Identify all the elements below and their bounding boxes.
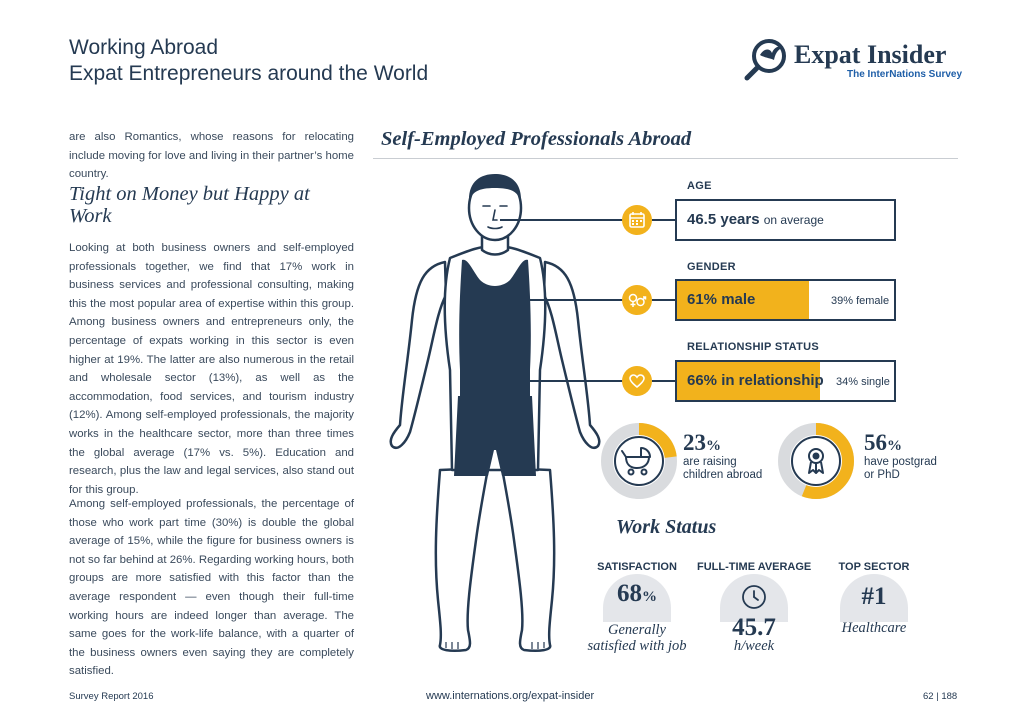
relationship-connector-line — [500, 380, 624, 382]
children-caption-line2: children abroad — [683, 469, 763, 481]
logo-name: Expat Insider — [794, 40, 947, 69]
article-paragraph-2: Among self-employed professionals, the percentage of those who work part time (30%) is double the global average of 15%, while the figure for business owners is not so far behind at 26%. Regarding working hours, both groups are more satisfied with this factor than the average respondent — even though their full-time working hours are indeed longer than average. The same goes for the work-life balance, with a quarter of the business owners even saying they are completely satisfied. — [69, 498, 354, 678]
page-title — [69, 35, 428, 87]
heart-icon — [622, 366, 652, 396]
age-label: AGE — [687, 180, 712, 192]
postgrad-percent-number: 56 — [864, 430, 887, 455]
children-percent-sign: % — [706, 438, 721, 454]
age-suffix: on average — [763, 213, 824, 227]
top-sector-name: Healthcare — [841, 620, 907, 636]
gender-icon — [622, 285, 652, 315]
calendar-icon — [622, 205, 652, 235]
relationship-label: RELATIONSHIP STATUS — [687, 341, 820, 353]
postgrad-caption — [864, 456, 937, 482]
age-connector-line-right — [652, 219, 675, 221]
postgrad-caption-line1: have postgrad — [864, 456, 937, 468]
relationship-stat-box — [675, 360, 896, 402]
article-intro: are also Romantics, whose reasons for relocating include moving for love and living in their partner’s home country. — [69, 131, 354, 181]
section-heading: Tight on Money but Happy at Work — [69, 183, 310, 227]
gender-connector-line — [500, 299, 624, 301]
infographic-divider — [373, 158, 958, 159]
footer-page-number: 62 | 188 — [923, 691, 958, 702]
page-title-line2: Expat Entrepreneurs around the World — [69, 62, 429, 85]
gender-side: 39% female — [831, 295, 890, 307]
fulltime-label: FULL-TIME AVERAGE — [697, 561, 812, 573]
children-percent-number: 23 — [683, 430, 706, 455]
relationship-icon-badge — [622, 366, 652, 396]
person-figure-illustration — [380, 170, 610, 660]
logo-tagline: The InterNations Survey — [847, 69, 963, 80]
relationship-side: 34% single — [836, 376, 890, 388]
age-stat-box — [675, 199, 896, 241]
children-caption-line1: are raising — [683, 456, 737, 468]
article-paragraph-1: Looking at both business owners and self-employed professionals together, we find that 17% work in business services and professional consulting, making this the most popular area of expertise within this group. Among business owners and entrepreneurs only, the percentage of expats working in this sector is even higher at 19%. The latter are also numerous in the retail and wholesale sector (13%), as well as the accommodation, food services, and tourism industry (12%). Among self-employed professionals, the majority works in the healthcare sector, more than three times the global average (17% vs. 5%). Education and research, plus the law and legal services, also stand out for this group. — [69, 242, 354, 496]
clock-icon — [739, 582, 769, 612]
satisfaction-caption — [577, 622, 697, 654]
footer-url-link[interactable]: www.internations.org/expat-insider — [426, 690, 595, 702]
gender-connector-line-right — [652, 299, 675, 301]
satisfaction-value — [597, 580, 677, 608]
top-sector-rank: #1 — [861, 583, 887, 610]
age-connector-line — [500, 219, 624, 221]
age-icon-badge — [622, 205, 652, 235]
satisfaction-label: SATISFACTION — [597, 561, 677, 573]
fulltime-value: 45.7 — [732, 614, 776, 641]
relationship-main: 66% in relationship — [687, 372, 824, 389]
children-donut-chart — [599, 421, 679, 501]
age-value-line — [687, 211, 824, 228]
postgrad-caption-line2: or PhD — [864, 469, 900, 481]
postgrad-donut-chart — [776, 421, 856, 501]
postgrad-percent — [864, 430, 902, 456]
satisfaction-caption-line1: Generally — [608, 622, 666, 638]
gender-main: 61% male — [687, 291, 756, 308]
postgrad-percent-sign: % — [887, 438, 902, 454]
satisfaction-caption-line2: satisfied with job — [587, 638, 687, 654]
age-value: 46.5 years — [687, 211, 760, 228]
relationship-connector-line-right — [652, 380, 675, 382]
fulltime-unit: h/week — [733, 638, 775, 654]
work-status-title: Work Status — [616, 516, 717, 538]
page-title-line1: Working Abroad — [69, 36, 219, 59]
gender-stat-box — [675, 279, 896, 321]
expat-insider-logo[interactable] — [744, 36, 964, 84]
gender-icon-badge — [622, 285, 652, 315]
top-sector-label: TOP SECTOR — [838, 561, 910, 573]
satisfaction-number: 68 — [617, 580, 642, 607]
satisfaction-sign: % — [642, 589, 657, 605]
children-percent — [683, 430, 721, 456]
gender-label: GENDER — [687, 261, 736, 273]
infographic-title: Self-Employed Professionals Abroad — [381, 128, 692, 150]
magnifier-bird-icon — [744, 36, 792, 82]
footer-report-name: Survey Report 2016 — [69, 691, 154, 702]
children-caption — [683, 456, 762, 482]
